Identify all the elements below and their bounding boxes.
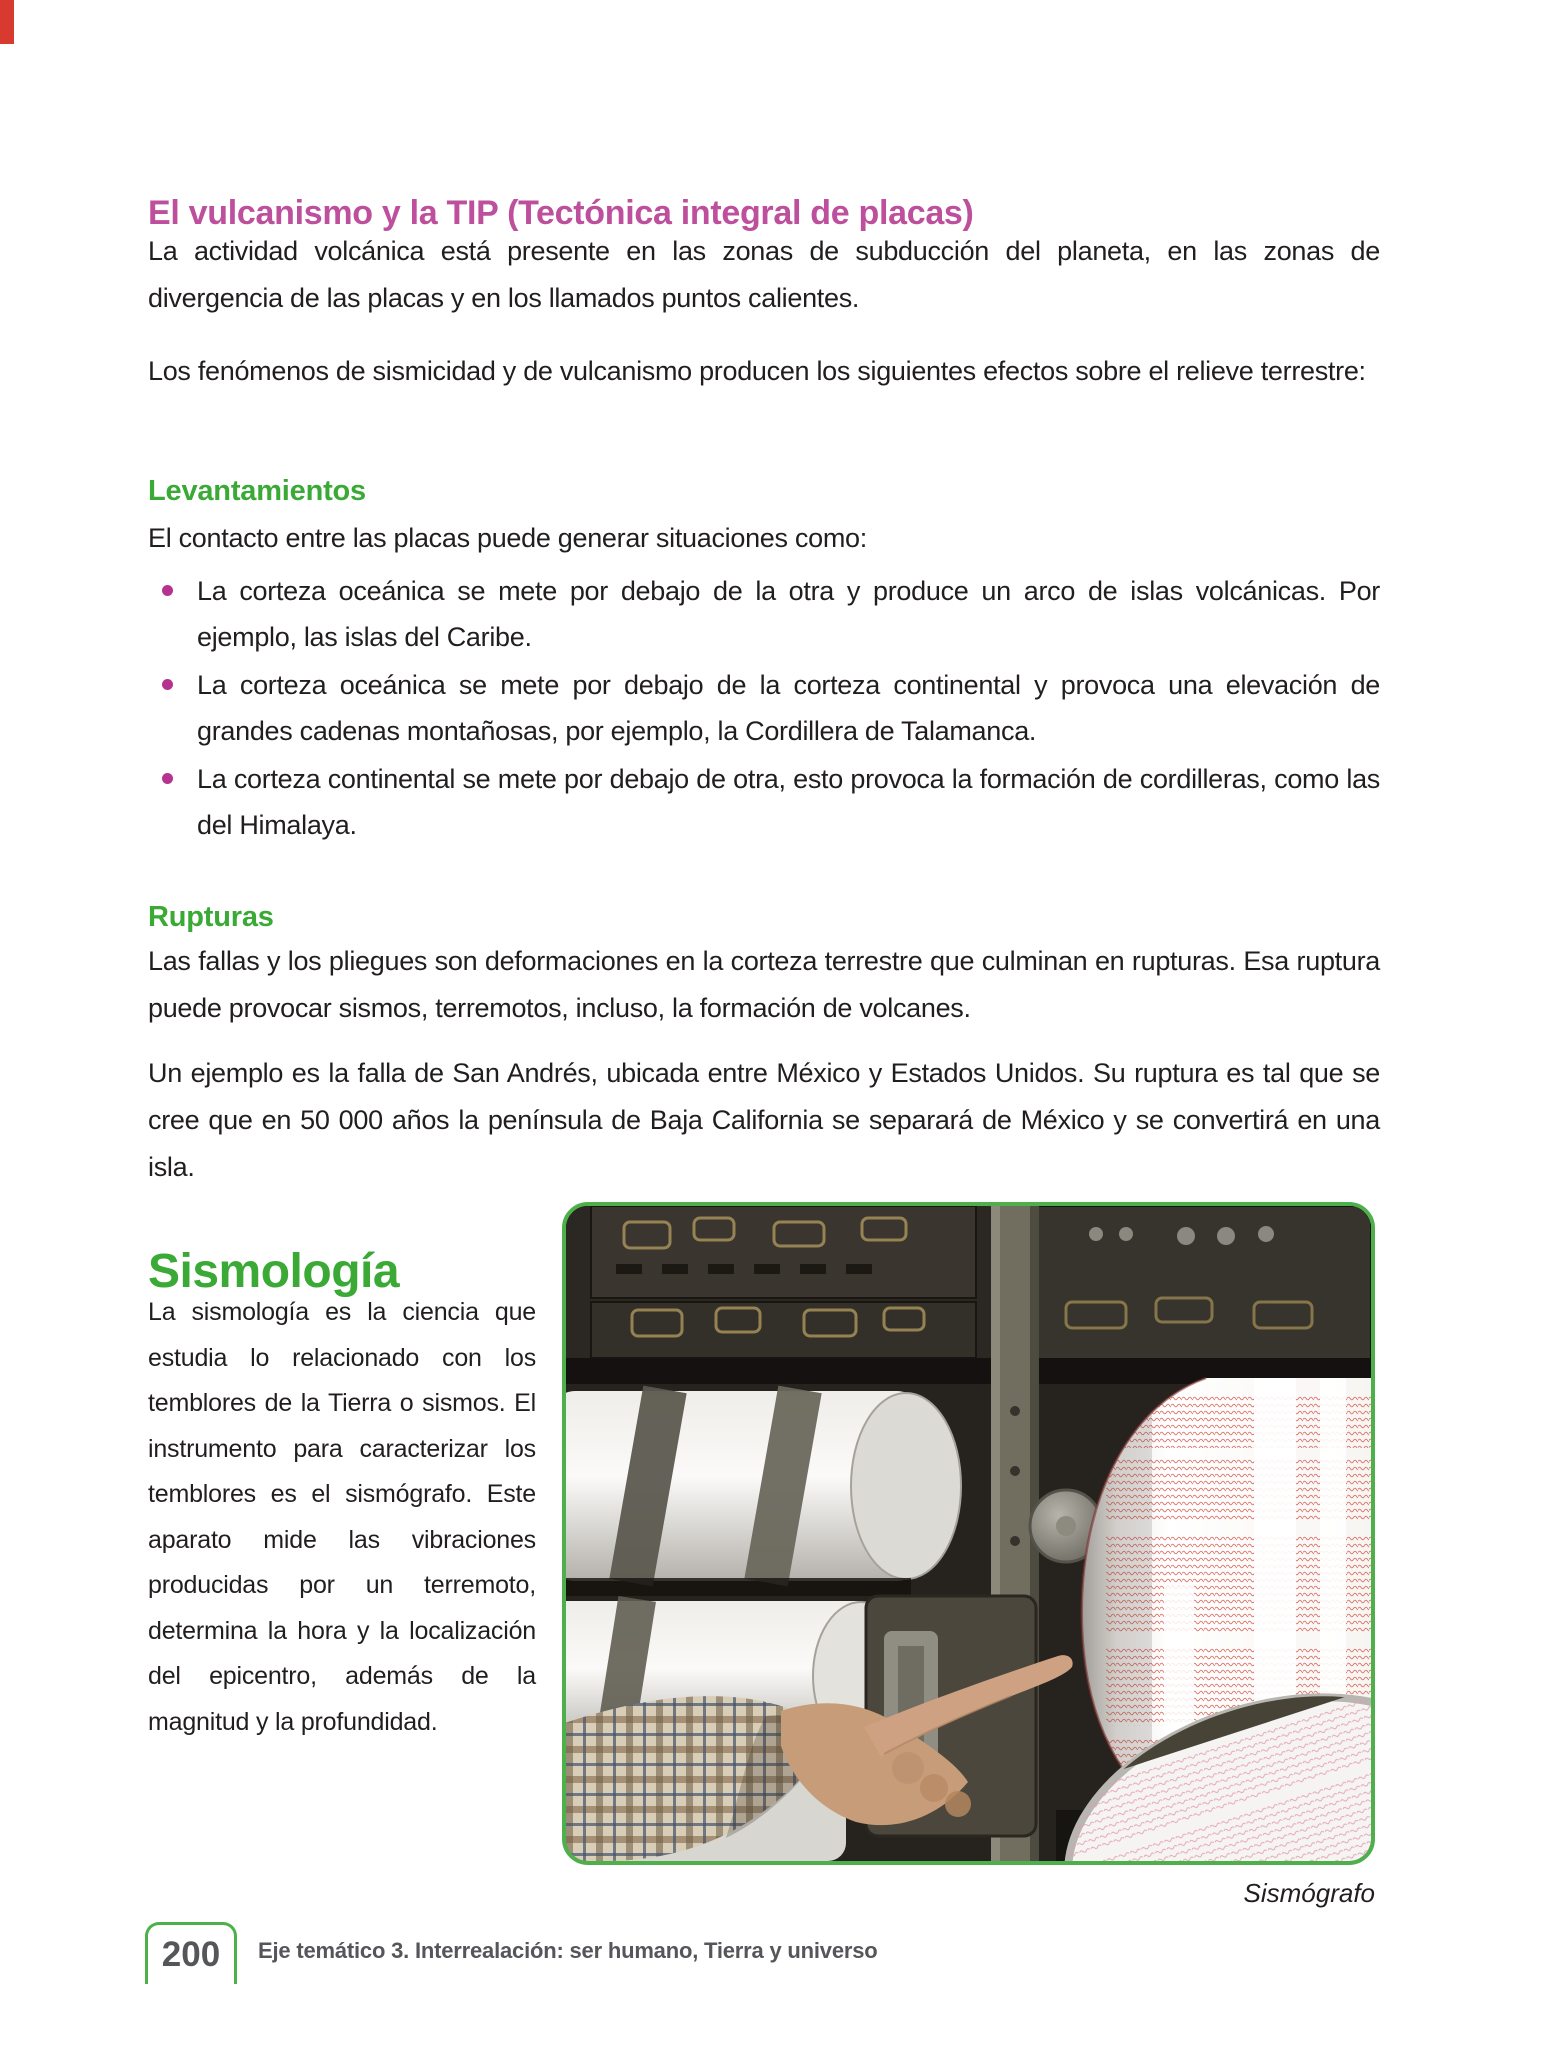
bullet-item-text: La corteza oceánica se mete por debajo de la corteza continental y provoca una elevación de grandes cadenas montañosas, por ejemplo, la Cordillera de Talamanca. (197, 670, 1380, 746)
list-item (148, 568, 1380, 660)
page-corner-tab (0, 0, 14, 44)
paragraph-vulcanismo-2: Los fenómenos de sismicidad y de vulcanismo producen los siguientes efectos sobre el relieve terrestre: (148, 356, 1366, 386)
footer-theme-label: Eje temático 3. Interrealación: ser humano, Tierra y universo (258, 1938, 878, 1963)
page-number: 200 (161, 1934, 221, 1974)
paragraph-rupturas-1: Las fallas y los pliegues son deformaciones en la corteza terrestre que culminan en rupturas. Esa ruptura puede provocar sismos, terremotos, incluso, la formación de volcanes. (148, 946, 1380, 1023)
list-item (148, 756, 1380, 848)
seismograph-illustration (566, 1206, 1371, 1861)
subheading-levantamientos: Levantamientos (148, 475, 366, 507)
section-heading-sismologia: Sismología (148, 1245, 400, 1299)
photo-caption: Sismógrafo (1243, 1878, 1375, 1908)
section-heading-vulcanismo: El vulcanismo y la TIP (Tectónica integral de placas) (148, 194, 974, 233)
paragraph-rupturas-2: Un ejemplo es la falla de San Andrés, ubicada entre México y Estados Unidos. Su ruptura es tal que se cree que en 50 000 años la península de Baja California se separará de México y se convertirá en una isla. (148, 1058, 1380, 1182)
paragraph-levantamientos-intro: El contacto entre las placas puede generar situaciones como: (148, 523, 867, 553)
bullet-item-text: La corteza oceánica se mete por debajo de la otra y produce un arco de islas volcánicas. Por ejemplo, las islas del Caribe. (197, 576, 1380, 652)
seismograph-photo (562, 1202, 1375, 1865)
bullet-dot-icon (162, 585, 173, 596)
list-item (148, 662, 1380, 754)
bullet-dot-icon (162, 773, 173, 784)
bullet-item-text: La corteza continental se mete por debajo de otra, esto provoca la formación de cordilleras, como las del Himalaya. (197, 764, 1380, 840)
bullet-dot-icon (162, 679, 173, 690)
paragraph-sismologia: La sismología es la ciencia que estudia lo relacionado con los temblores de la Tierra o sismos. El instrumento para caracterizar los temblores es el sismógrafo. Este aparato mide las vibraciones producidas por un terremoto, determina la hora y la localización del epicentro, además de la magnitud y la profundidad. (148, 1298, 536, 1736)
paragraph-vulcanismo-1: La actividad volcánica está presente en las zonas de subducción del planeta, en las zonas de divergencia de las placas y en los llamados puntos calientes. (148, 236, 1380, 313)
bullet-list (148, 568, 1380, 850)
subheading-rupturas: Rupturas (148, 901, 274, 933)
page-number-badge (145, 1922, 237, 1984)
